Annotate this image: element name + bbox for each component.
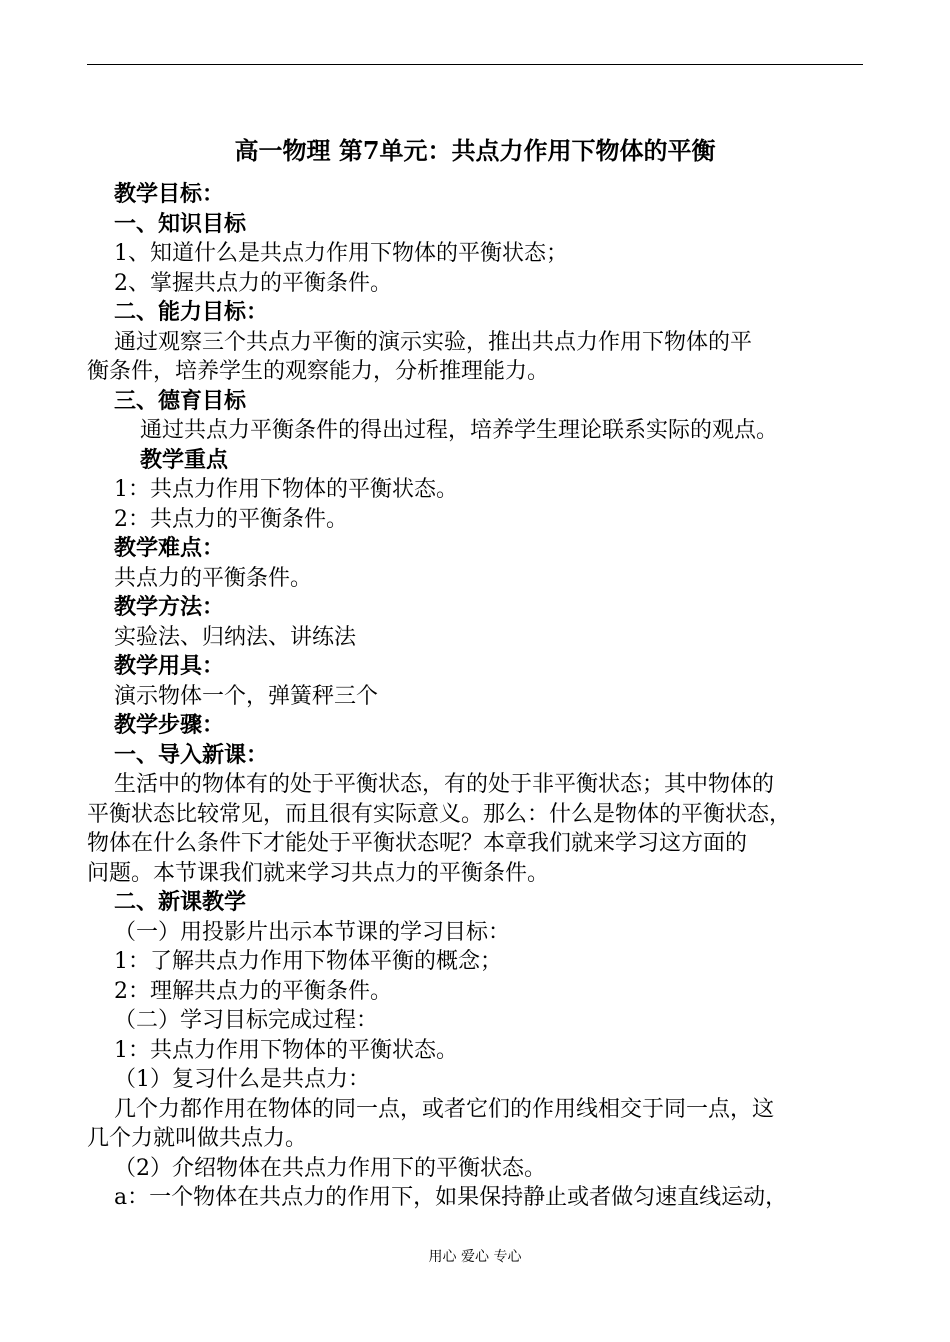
body-line: 2：理解共点力的平衡条件。 (114, 978, 392, 1004)
body-line: 1：了解共点力作用下物体平衡的概念； (114, 949, 502, 974)
section-heading: 一、知识目标 (114, 210, 247, 237)
body-line: 2：共点力的平衡条件。 (114, 506, 348, 532)
body-line: （1）复习什么是共点力： (114, 1067, 370, 1092)
body-line: a：一个物体在共点力的作用下，如果保持静止或者做匀速直线运动， (114, 1185, 788, 1210)
page-footer: 用心 爱心 专心 (428, 1249, 522, 1265)
body-line: 几个力都作用在物体的同一点，或者它们的作用线相交于同一点，这 (114, 1096, 775, 1122)
body-line: 物体在什么条件下才能处于平衡状态呢？本章我们就来学习这方面的 (87, 831, 748, 856)
body-line: 1、知道什么是共点力作用下物体的平衡状态； (114, 241, 568, 266)
body-line: 通过观察三个共点力平衡的演示实验，推出共点力作用下物体的平 (114, 329, 753, 355)
body-line: （一）用投影片出示本节课的学习目标： (114, 919, 511, 945)
section-heading: 教学难点： (114, 535, 225, 561)
body-line: 1：共点力作用下物体的平衡状态。 (114, 477, 458, 502)
body-line: 衡条件，培养学生的观察能力，分析推理能力。 (87, 359, 550, 384)
body-line: 2、掌握共点力的平衡条件。 (114, 270, 392, 296)
section-heading: 教学步骤： (114, 712, 225, 738)
section-heading: 二、能力目标： (114, 299, 269, 325)
body-line: 生活中的物体有的处于平衡状态，有的处于非平衡状态；其中物体的 (114, 772, 775, 797)
body-line: 通过共点力平衡条件的得出过程，培养学生理论联系实际的观点。 (140, 418, 779, 443)
document-body (87, 180, 863, 1213)
section-heading: 教学重点 (140, 446, 229, 473)
body-line: 共点力的平衡条件。 (114, 565, 313, 591)
document-title: 高一物理 第7单元：共点力作用下物体的平衡 (234, 136, 716, 165)
section-heading: 二、新课教学 (114, 889, 247, 915)
section-heading: 教学目标： (114, 181, 225, 207)
section-heading: 一、导入新课： (114, 741, 269, 768)
body-line: 实验法、归纳法、讲练法 (114, 624, 357, 650)
section-heading: 三、德育目标 (114, 387, 247, 414)
body-line: （二）学习目标完成过程： (114, 1008, 379, 1033)
body-line: 演示物体一个，弹簧秤三个 (114, 683, 379, 709)
body-line: （2）介绍物体在共点力作用下的平衡状态。 (114, 1155, 546, 1181)
body-line: 平衡状态比较常见，而且很有实际意义。那么：什么是物体的平衡状态， (87, 801, 792, 827)
header-rule (87, 64, 863, 65)
body-line: 1：共点力作用下物体的平衡状态。 (114, 1037, 458, 1063)
section-heading: 教学方法： (114, 594, 225, 620)
body-line: 问题。本节课我们就来学习共点力的平衡条件。 (87, 860, 550, 886)
section-heading: 教学用具： (114, 653, 225, 679)
body-line: 几个力就叫做共点力。 (87, 1126, 308, 1151)
